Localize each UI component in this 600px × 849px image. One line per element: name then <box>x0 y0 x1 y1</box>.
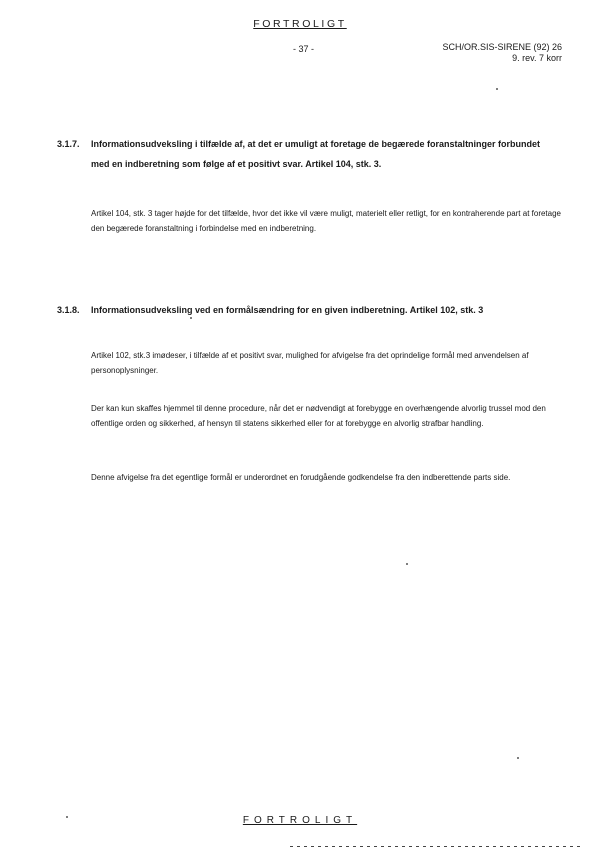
scan-speck <box>190 317 192 319</box>
footer-classification: FORTROLIGT <box>242 815 358 826</box>
section-title: Informationsudveksling ved en formålsændring for en given indberetning. Artikel 102, stk. 3 <box>91 305 484 315</box>
section-title: Informationsudveksling i tilfælde af, at det er umuligt at foretage de begærede foranstaltninger forbundet med en indberetning som følge af et positivt svar. Artikel 104, stk. 3. <box>91 139 541 169</box>
paragraph: Denne afvigelse fra det egentlige formål er underordnet en forudgående godkendelse fra den indberettende parts side. <box>91 473 511 482</box>
scan-speck <box>66 816 68 818</box>
paragraph: Artikel 102, stk.3 imødeser, i tilfælde af et positivt svar, mulighed for afvigelse fra det oprindelige formål med anvendelsen af personoplysninger. <box>91 351 529 375</box>
section-heading-3-1-8 <box>57 300 567 320</box>
section-heading-3-1-7 <box>57 134 567 176</box>
reference-line-2: 9. rev. 7 korr <box>512 53 562 63</box>
document-reference <box>442 42 562 64</box>
reference-line-1: SCH/OR.SIS-SIRENE (92) 26 <box>442 42 562 52</box>
paragraph: Der kan kun skaffes hjemmel til denne procedure, når det er nødvendigt at forebygge en overhængende alvorlig trussel mod den offentlige orden og sikkerhed, af hensyn til statens sikkerhed eller for at forebygge en alvorlig strafbar handling. <box>91 404 546 428</box>
scan-speck <box>496 88 498 90</box>
section-number: 3.1.8. <box>57 305 80 315</box>
header-classification: FORTROLIGT <box>253 18 347 30</box>
scan-edge-line <box>290 846 580 847</box>
section-number: 3.1.7. <box>57 139 80 149</box>
page-number: - 37 - <box>293 44 315 54</box>
paragraph: Artikel 104, stk. 3 tager højde for det tilfælde, hvor det ikke vil være muligt, materielt eller retligt, for en kontraherende part at foretage den begærede foranstaltning i forbindelse med en indberetning. <box>91 209 561 233</box>
scan-speck <box>517 757 519 759</box>
scan-speck <box>406 563 408 565</box>
